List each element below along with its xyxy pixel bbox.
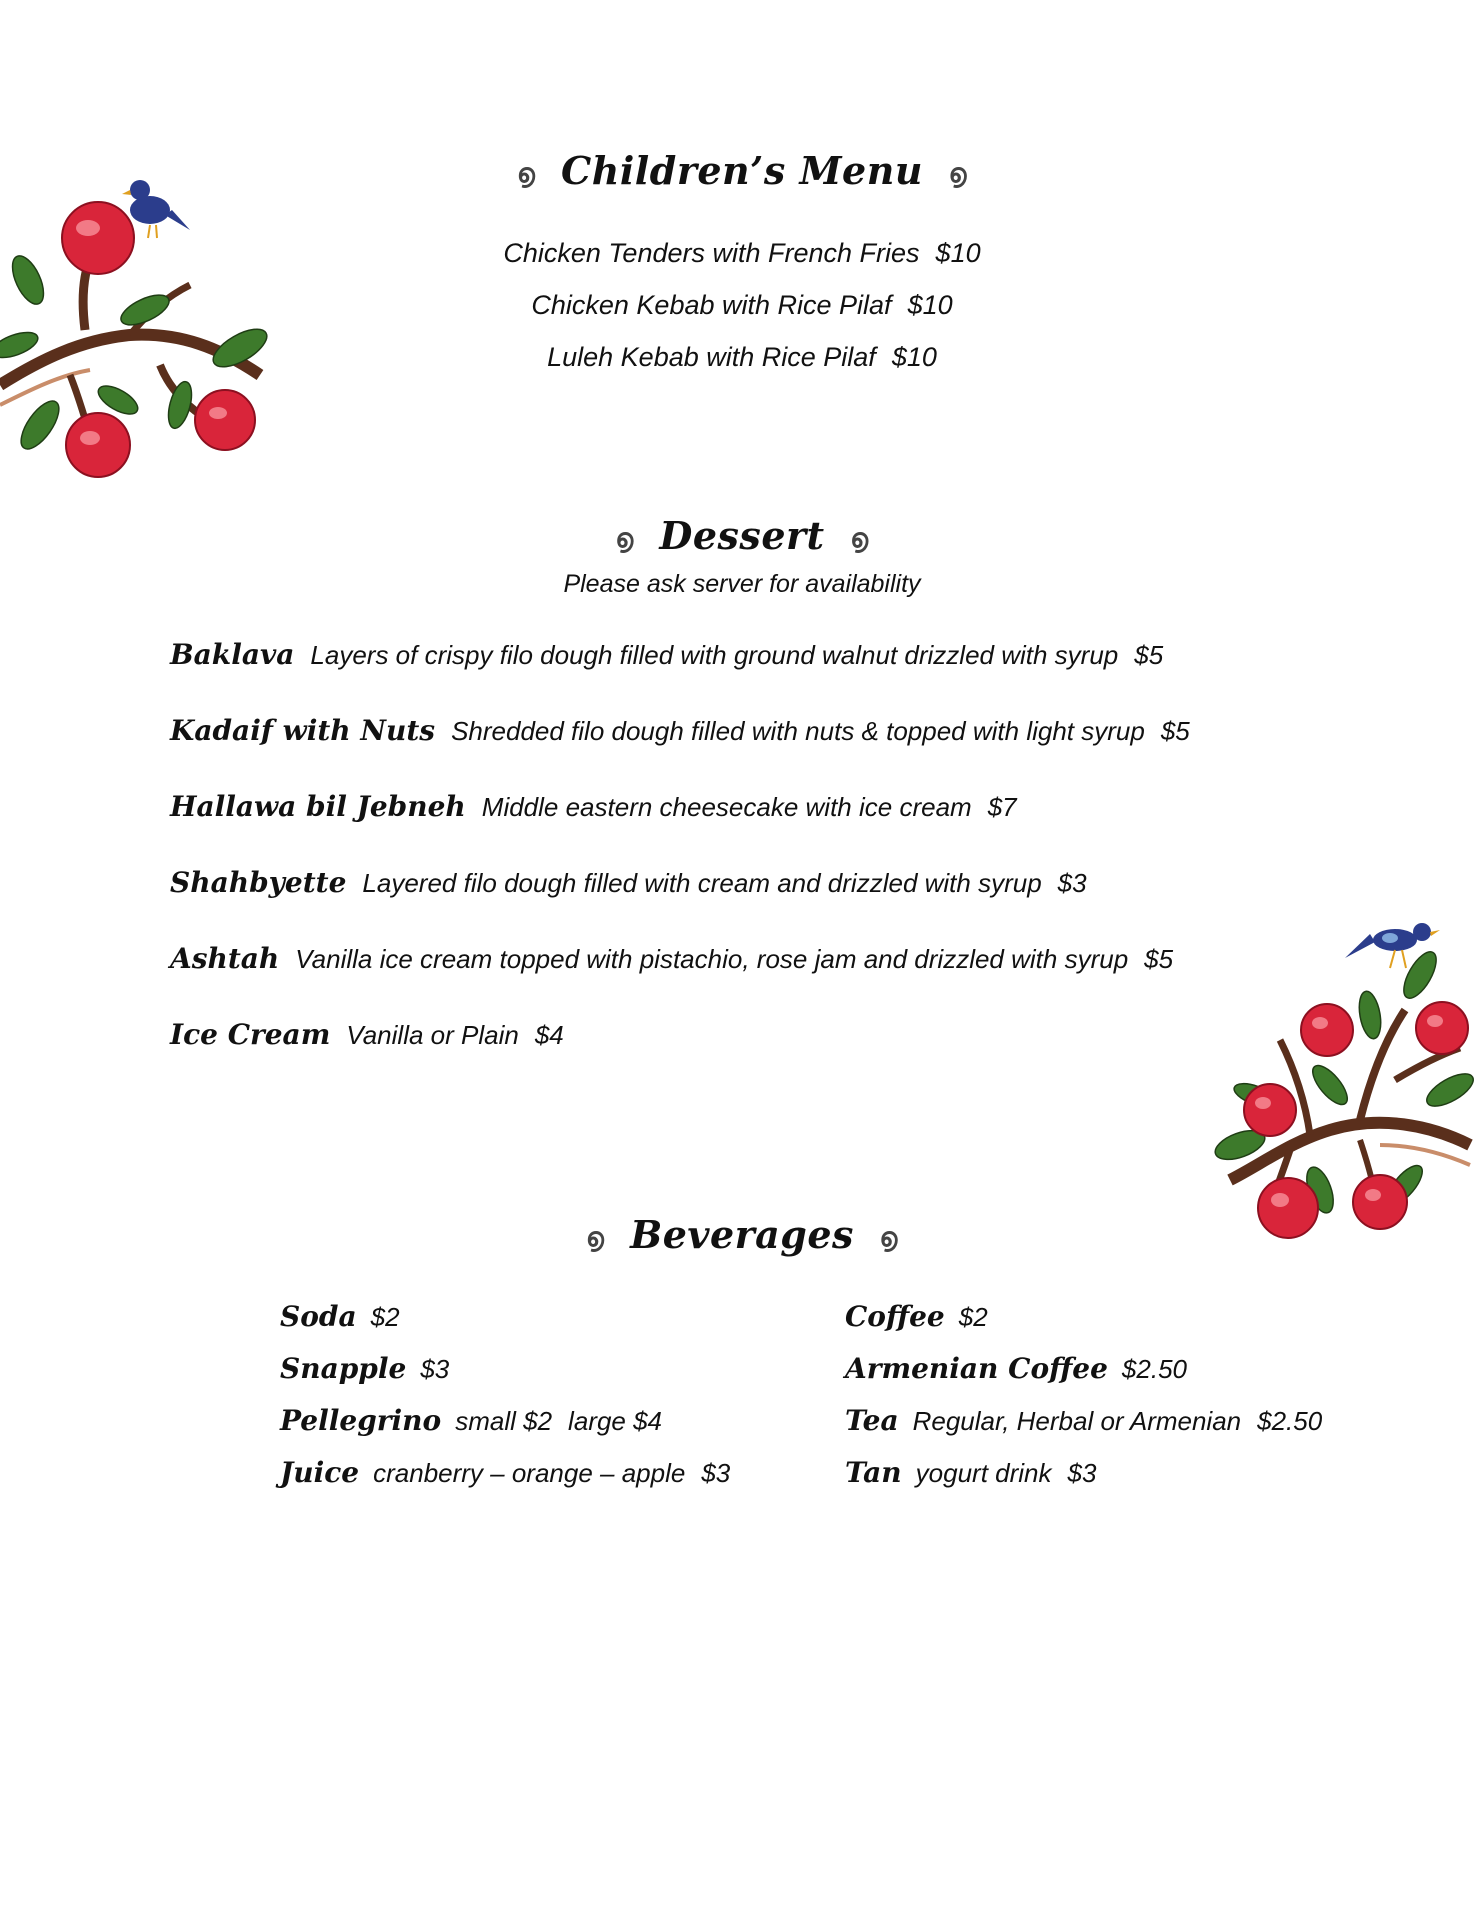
item-price: $10 xyxy=(907,290,953,320)
list-item xyxy=(280,1404,662,1437)
item-name: Baklava xyxy=(170,638,295,671)
item-description: Vanilla ice cream topped with pistachio, rose jam and drizzled with syrup xyxy=(295,944,1129,974)
item-name: Ice Cream xyxy=(170,1018,331,1051)
list-item xyxy=(170,714,1190,747)
item-price: $10 xyxy=(935,238,981,268)
item-name: Chicken Kebab with Rice Pilaf xyxy=(531,290,892,320)
flourish-right-icon: ൭ xyxy=(948,159,967,189)
list-item xyxy=(845,1352,1187,1385)
item-description: Layers of crispy filo dough filled with ground walnut drizzled with syrup xyxy=(310,640,1119,670)
list-item xyxy=(845,1300,988,1333)
flourish-right-icon: ൭ xyxy=(879,1223,898,1253)
list-item xyxy=(280,1352,449,1385)
list-item xyxy=(0,342,1484,373)
item-price: $3 xyxy=(420,1354,450,1384)
item-price: large $4 xyxy=(568,1406,663,1436)
beverages-heading xyxy=(0,1212,1484,1257)
pomegranate-branch-icon xyxy=(1210,920,1480,1260)
item-price: $2 xyxy=(958,1302,988,1332)
item-name: Tea xyxy=(845,1404,899,1437)
list-item xyxy=(170,1018,564,1051)
item-price: $2.50 xyxy=(1257,1406,1323,1436)
item-price: $10 xyxy=(891,342,937,372)
item-price: $5 xyxy=(1160,716,1190,746)
item-price: $7 xyxy=(987,792,1017,822)
beverages-title: Beverages xyxy=(630,1212,854,1257)
list-item xyxy=(280,1456,730,1489)
item-name: Juice xyxy=(280,1456,360,1489)
item-description: Middle eastern cheesecake with ice cream xyxy=(481,792,972,822)
item-name: Tan xyxy=(845,1456,902,1489)
item-price: $5 xyxy=(1144,944,1174,974)
item-price: $3 xyxy=(1057,868,1087,898)
flourish-left-icon: ൭ xyxy=(517,159,536,189)
list-item xyxy=(170,942,1173,975)
list-item xyxy=(170,866,1087,899)
list-item xyxy=(845,1456,1096,1489)
flourish-right-icon: ൭ xyxy=(850,524,869,554)
item-name: Luleh Kebab with Rice Pilaf xyxy=(547,342,876,372)
flourish-left-icon: ൭ xyxy=(586,1223,605,1253)
list-item xyxy=(280,1300,400,1333)
pomegranate-branch-icon xyxy=(0,170,270,490)
list-item xyxy=(170,638,1163,671)
item-name: Hallawa bil Jebneh xyxy=(170,790,466,823)
item-price: $3 xyxy=(1067,1458,1097,1488)
item-name: Coffee xyxy=(845,1300,945,1333)
item-description: Regular, Herbal or Armenian xyxy=(912,1406,1242,1436)
item-name: Shahbyette xyxy=(170,866,347,899)
item-name: Kadaif with Nuts xyxy=(170,714,436,747)
item-price: $3 xyxy=(701,1458,731,1488)
list-item xyxy=(0,238,1484,269)
item-name: Soda xyxy=(280,1300,357,1333)
dessert-heading xyxy=(0,513,1484,558)
dessert-subtitle: Please ask server for availability xyxy=(563,570,921,598)
flourish-left-icon: ൭ xyxy=(615,524,634,554)
item-name: Chicken Tenders with French Fries xyxy=(503,238,920,268)
childrens-menu-heading xyxy=(0,148,1484,193)
list-item xyxy=(845,1404,1322,1437)
list-item xyxy=(170,790,1017,823)
dessert-title: Dessert xyxy=(659,513,825,558)
item-price: $5 xyxy=(1134,640,1164,670)
item-price: $2.50 xyxy=(1121,1354,1187,1384)
item-description: cranberry – orange – apple xyxy=(373,1458,686,1488)
item-price: $2 xyxy=(370,1302,400,1332)
item-name: Ashtah xyxy=(170,942,280,975)
list-item xyxy=(0,290,1484,321)
item-name: Armenian Coffee xyxy=(845,1352,1108,1385)
item-description: yogurt drink xyxy=(915,1458,1052,1488)
item-description: Shredded filo dough filled with nuts & topped with light syrup xyxy=(451,716,1145,746)
childrens-menu-title: Children’s Menu xyxy=(561,148,923,193)
item-price: $4 xyxy=(534,1020,564,1050)
item-name: Snapple xyxy=(280,1352,407,1385)
item-description: small $2 xyxy=(455,1406,553,1436)
item-name: Pellegrino xyxy=(280,1404,442,1437)
item-description: Layered filo dough filled with cream and drizzled with syrup xyxy=(362,868,1042,898)
item-description: Vanilla or Plain xyxy=(346,1020,519,1050)
